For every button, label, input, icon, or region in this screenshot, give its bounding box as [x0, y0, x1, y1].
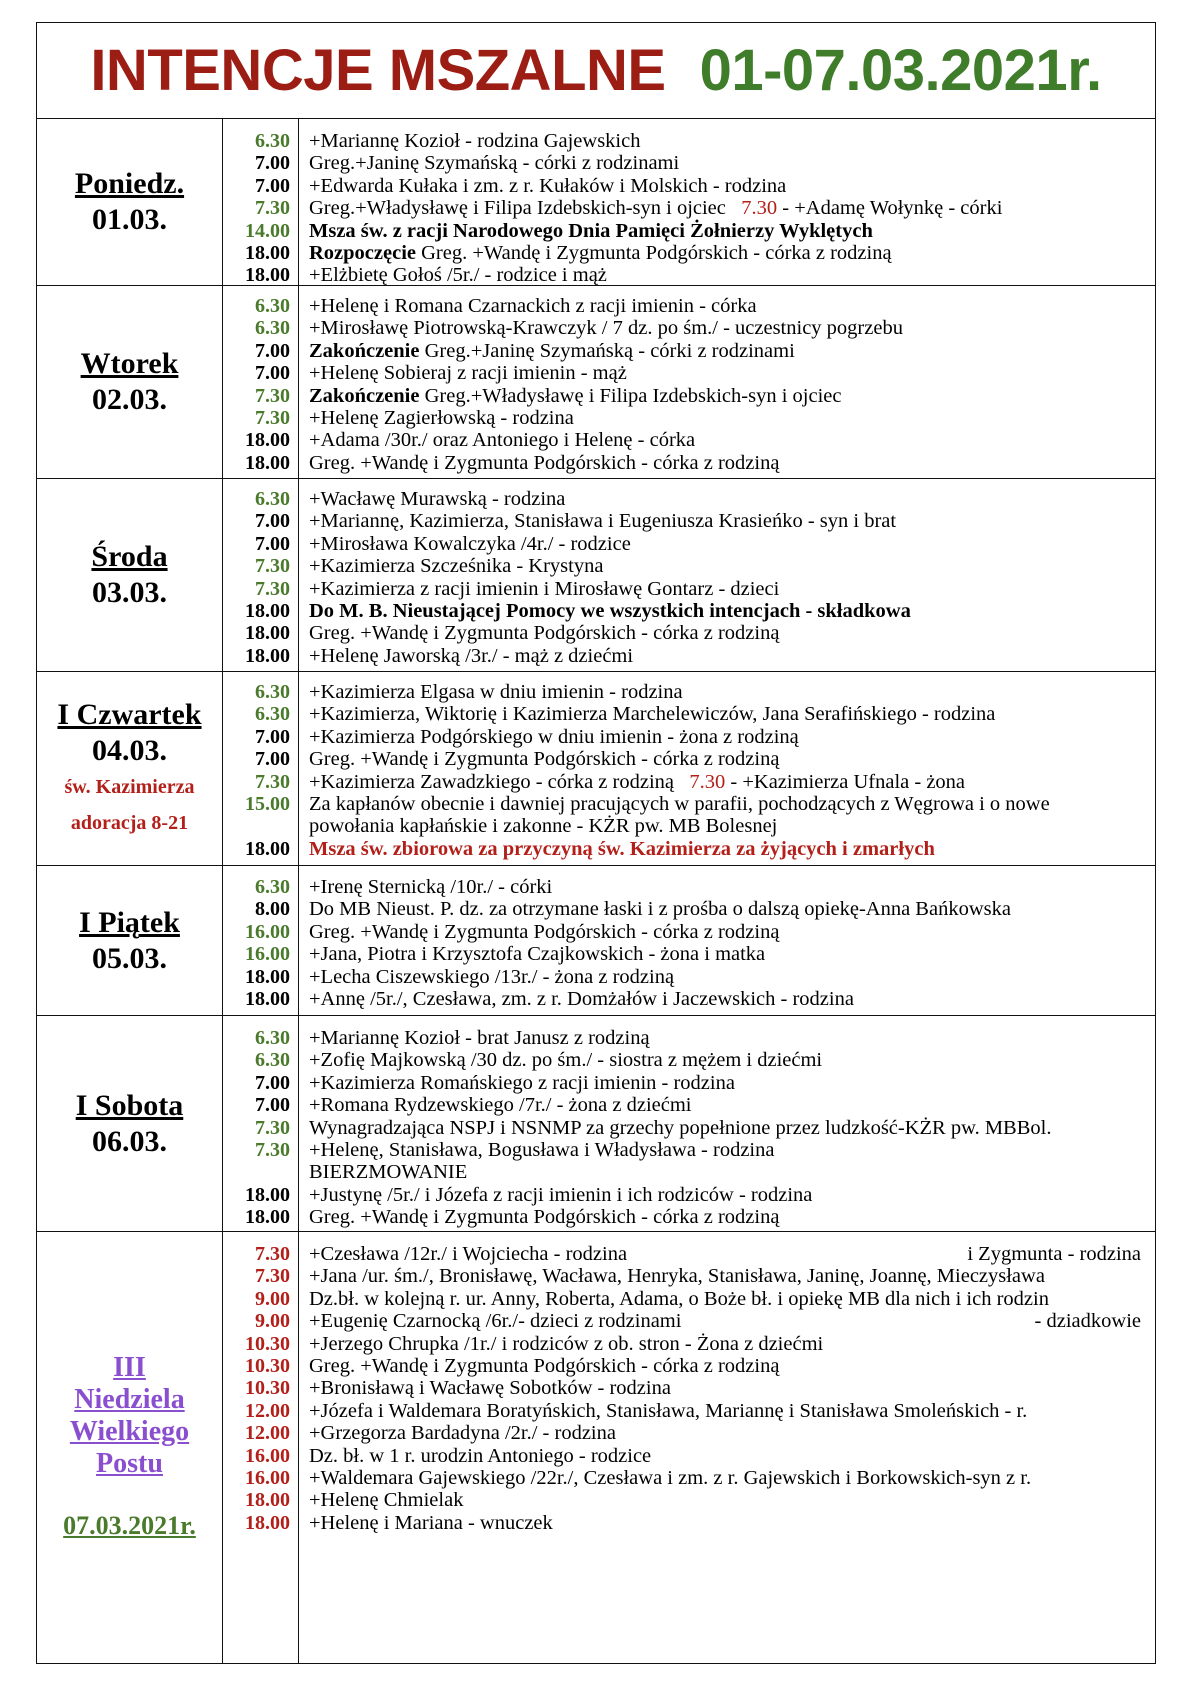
day-label: [37, 119, 223, 285]
intention-text: +Waldemara Gajewskiego /22r./, Czesława i zm. z r. Gajewskich i Borkowskich-syn z r.: [309, 1467, 1032, 1489]
intention-line: [309, 219, 1149, 243]
extra-intention-text: - +Kazimierza Ufnala - żona: [725, 770, 966, 793]
day-name: I Czwartek: [57, 697, 202, 731]
intention-text: Greg.+Władysławę i Filipa Izdebskich-syn i ojciec: [309, 197, 726, 220]
intention-line: [309, 577, 1149, 601]
intention-text: +Kazimierza Elgasa w dniu imienin - rodzina: [309, 681, 683, 703]
intention-line: [309, 875, 1149, 899]
intention-line: [309, 1488, 1149, 1512]
intention-text: Wynagradzająca NSPJ i NSNMP za grzechy popełnione przez ludzkość-KŻR pw. MBBol.: [309, 1116, 1052, 1139]
intention-text: BIERZMOWANIE: [309, 1161, 468, 1184]
intention-text: Do MB Nieust. P. dz. za otrzymane łaski i z prośba o dalszą opiekę-Anna Bańkowska: [309, 898, 1011, 921]
day-label: [37, 479, 223, 671]
intention-text: +Kazimierza Romańskiego z racji imienin - rodzina: [309, 1071, 735, 1094]
intention-text: Greg. +Wandę i Zygmunta Podgórskich - córka z rodziną: [309, 451, 780, 474]
intention-text: +Józefa i Waldemara Boratyńskich, Stanisława, Mariannę i Stanisława Smoleńskich - r.: [309, 1399, 1028, 1422]
mass-time: 18.00: [245, 622, 290, 645]
intention-line: [309, 361, 1149, 385]
mass-time: 18.00: [245, 988, 290, 1010]
mass-time: 18.00: [245, 644, 290, 667]
intention-text: Za kapłanów obecnie i dawniej pracujących w parafii, pochodzących z Węgrowa i o nowe: [309, 793, 1050, 815]
mass-time: 12.00: [245, 1422, 290, 1445]
intention-line: [309, 1093, 1149, 1117]
day-date: 02.03.: [92, 383, 167, 416]
intention-highlight: Msza św. zbiorowa za przyczyną św. Kazimierza za żyjących i zmarłych: [309, 837, 935, 860]
intentions-column: [299, 672, 1155, 865]
mass-time: 7.30: [255, 1116, 290, 1139]
intention-line: [309, 725, 1149, 749]
intention-line: [309, 1421, 1149, 1445]
mass-time: 6.30: [255, 703, 290, 726]
mass-time: 18.00: [245, 264, 290, 287]
intention-line: [309, 174, 1149, 198]
intention-line: [309, 509, 1149, 533]
mass-time: 12.00: [245, 1399, 290, 1422]
intention-text: +Wacławę Murawską - rodzina: [309, 488, 566, 510]
mass-time: 8.00: [255, 898, 290, 921]
intention-line: [309, 1205, 1149, 1229]
intention-text: +Helenę Zagierłowską - rodzina: [309, 407, 574, 429]
intention-line: [309, 814, 1149, 838]
intentions-column: [299, 1016, 1155, 1231]
intention-text: Dz. bł. w 1 r. urodzin Antoniego - rodzice: [309, 1444, 652, 1467]
intentions-column: [299, 286, 1155, 478]
spacer: [726, 197, 741, 219]
mass-time: 6.30: [255, 295, 290, 317]
day-name: Poniedz.: [74, 167, 185, 200]
day-name-line: III: [113, 1351, 146, 1383]
intention-text: +Helenę Jaworską /3r./ - mąż z dziećmi: [309, 644, 634, 667]
intention-text: Greg. +Wandę i Zygmunta Podgórskich - córka z rodziną: [309, 920, 780, 943]
intention-text: Greg.+Władysławę i Filipa Izdebskich-syn i ojciec: [419, 384, 842, 407]
day-date: 03.03.: [92, 576, 167, 609]
intention-text: Greg. +Wandę i Zygmunta Podgórskich - córka z rodziną: [416, 242, 892, 264]
times-column: [223, 119, 299, 285]
intention-line: [309, 294, 1149, 318]
mass-time: 9.00: [255, 1310, 290, 1333]
intention-text: +Mariannę Kozioł - brat Janusz z rodziną: [309, 1027, 650, 1049]
day-note-saint: św. Kazimierza: [64, 775, 195, 798]
intention-bold: Msza św. z racji Narodowego Dnia Pamięci Żołnierzy Wyklętych: [309, 219, 873, 242]
intention-line: [309, 1332, 1149, 1356]
times-column: [223, 479, 299, 671]
day-block: [37, 478, 1155, 671]
intention-text: +Elżbietę Gołoś /5r./ - rodzice i mąż: [309, 264, 607, 287]
intention-text: Greg. +Wandę i Zygmunta Podgórskich - córka z rodziną: [309, 1355, 780, 1377]
intention-line: [309, 965, 1149, 989]
mass-time: 7.30: [255, 1265, 290, 1288]
intentions-column: [299, 866, 1155, 1015]
mass-time: 18.00: [245, 451, 290, 474]
mass-time: 9.00: [255, 1287, 290, 1310]
intention-right-text: - dziadkowie: [1034, 1310, 1141, 1333]
mass-time: 7.30: [255, 197, 290, 220]
mass-time: 6.30: [255, 876, 290, 898]
day-block: [37, 285, 1155, 478]
intention-text: Greg. +Wandę i Zygmunta Podgórskich - córka z rodziną: [309, 1206, 780, 1229]
intention-line: [309, 1511, 1149, 1535]
day-name: I Sobota: [75, 1088, 184, 1122]
intention-text: Greg.+Janinę Szymańską - córki z rodzinami: [309, 152, 680, 175]
day-name: Wtorek: [80, 347, 179, 380]
intention-text: Greg.+Janinę Szymańską - córki z rodzinami: [419, 339, 795, 362]
day-block: [37, 671, 1155, 865]
intention-line: [309, 451, 1149, 475]
mass-time: 16.00: [245, 920, 290, 943]
day-name-line: Wielkiego: [69, 1415, 190, 1447]
intention-line: [309, 1354, 1149, 1378]
intention-text: +Helenę Chmielak: [309, 1489, 464, 1512]
intention-text: Greg. +Wandę i Zygmunta Podgórskich - córka z rodziną: [309, 622, 780, 645]
intention-line: [309, 1026, 1149, 1050]
intention-line: [309, 770, 1149, 794]
mass-time: 18.00: [245, 1183, 290, 1206]
intention-text: +Helenę, Stanisława, Bogusława i Władysława - rodzina: [309, 1139, 775, 1161]
mass-time: 14.00: [245, 219, 290, 242]
mass-time: 7.00: [255, 339, 290, 362]
intentions-column: [299, 1232, 1155, 1663]
mass-time: 18.00: [245, 600, 290, 622]
mass-time: 18.00: [245, 1206, 290, 1229]
intention-text: +Kazimierza Podgórskiego w dniu imienin - żona z rodziną: [309, 725, 799, 748]
intention-text: +Jana /ur. śm./, Bronisławę, Wacława, Henryka, Stanisława, Janinę, Joannę, Mieczysława: [309, 1265, 1045, 1288]
times-column: [223, 672, 299, 865]
title-main: INTENCJE MSZALNE: [90, 38, 666, 103]
spacer: [674, 771, 689, 793]
intention-text: +Edwarda Kułaka i zm. z r. Kułaków i Molskich - rodzina: [309, 174, 787, 197]
intention-line: [309, 1466, 1149, 1490]
mass-time: 7.30: [255, 577, 290, 600]
intention-line: [309, 1376, 1149, 1400]
day-note-adoration: adoracja 8-21: [70, 811, 189, 834]
intention-text: +Mariannę, Kazimierza, Stanisława i Eugeniusza Krasieńko - syn i brat: [309, 510, 897, 533]
intention-line: [309, 1071, 1149, 1095]
mass-time: 18.00: [245, 837, 290, 860]
intention-text: +Jana, Piotra i Krzysztofa Czajkowskich - żona i matka: [309, 943, 766, 966]
mass-time: 6.30: [255, 317, 290, 340]
intention-line: [309, 196, 1149, 220]
intention-line: [309, 1264, 1149, 1288]
mass-time: 7.00: [255, 748, 290, 771]
intention-line: [309, 384, 1149, 408]
intention-text: Dz.bł. w kolejną r. ur. Anny, Roberta, Adama, o Boże bł. i opiekę MB dla nich i ich rodzin: [309, 1287, 1049, 1310]
intention-bold: Zakończenie: [309, 339, 420, 362]
times-column: [223, 286, 299, 478]
intention-text: +Romana Rydzewskiego /7r./ - żona z dziećmi: [309, 1094, 692, 1117]
intentions-column: [299, 119, 1155, 285]
mass-time: 7.00: [255, 532, 290, 555]
mass-time: 7.00: [255, 1071, 290, 1094]
intention-line: [309, 792, 1149, 816]
intention-line: [309, 1116, 1149, 1140]
day-date: 07.03.2021r.: [63, 1510, 196, 1540]
intention-text: +Grzegorza Bardadyna /2r./ - rodzina: [309, 1422, 616, 1445]
extra-mass-time: 7.30: [689, 770, 726, 793]
intention-text: +Lecha Ciszewskiego /13r./ - żona z rodziną: [309, 965, 675, 988]
mass-time: 6.30: [255, 488, 290, 510]
times-column: [223, 1232, 299, 1663]
day-date: 01.03.: [92, 203, 167, 236]
day-name-line: Niedziela: [74, 1383, 185, 1415]
mass-time: 16.00: [245, 1444, 290, 1467]
day-name-line: Postu: [96, 1447, 163, 1479]
day-label: [37, 866, 223, 1015]
intention-text: +Mirosława Kowalczyka /4r./ - rodzice: [309, 532, 631, 555]
mass-time: 16.00: [245, 1467, 290, 1489]
intentions-sheet: [36, 22, 1156, 1664]
mass-time: 18.00: [245, 965, 290, 988]
intention-line: [309, 747, 1149, 771]
mass-time: 15.00: [245, 793, 290, 815]
intention-text: +Eugenię Czarnocką /6r./- dzieci z rodzinami: [309, 1310, 682, 1333]
mass-time: 7.00: [255, 362, 290, 385]
intention-text: +Annę /5r./, Czesława, zm. z r. Domżałów i Jaczewskich - rodzina: [309, 988, 854, 1010]
times-column: [223, 866, 299, 1015]
intention-line: [309, 644, 1149, 668]
mass-time: 7.00: [255, 510, 290, 533]
intention-text: +Mirosławę Piotrowską-Krawczyk / 7 dz. po śm./ - uczestnicy pogrzebu: [309, 317, 903, 340]
intention-line: [309, 599, 1149, 623]
intention-line: [309, 263, 1149, 287]
mass-time: 18.00: [245, 1489, 290, 1512]
mass-time: 6.30: [255, 130, 290, 152]
title-date-range: 01-07.03.2021r.: [699, 38, 1102, 103]
day-date: 04.03.: [92, 733, 167, 767]
mass-time: 6.30: [255, 1049, 290, 1072]
day-name: I Piątek: [79, 905, 180, 939]
intention-line: [309, 837, 1149, 861]
intention-line: [309, 1309, 1149, 1333]
intention-text: +Zofię Majkowską /30 dz. po śm./ - siostra z mężem i dziećmi: [309, 1049, 823, 1072]
day-block: [37, 865, 1155, 1015]
mass-time: 7.30: [255, 407, 290, 429]
intention-text: +Kazimierza, Wiktorię i Kazimierza Marchelewiczów, Jana Serafińskiego - rodzina: [309, 703, 996, 726]
mass-time: 7.30: [255, 1243, 290, 1265]
intention-text: +Kazimierza Zawadzkiego - córka z rodziną: [309, 770, 674, 793]
intention-line: [309, 1183, 1149, 1207]
intention-line: [309, 621, 1149, 645]
day-label: [37, 1016, 223, 1231]
intention-line: [309, 1160, 1149, 1184]
title-bar: [37, 23, 1155, 119]
mass-time: 6.30: [255, 681, 290, 703]
mass-time: 6.30: [255, 1027, 290, 1049]
day-block: [37, 1231, 1155, 1663]
intention-text: powołania kapłańskie i zakonne - KŻR pw. MB Bolesnej: [309, 815, 778, 838]
mass-time: 7.30: [255, 555, 290, 578]
intention-text: +Jerzego Chrupka /1r./ i rodziców z ob. stron - Żona z dziećmi: [309, 1332, 824, 1355]
mass-time: 18.00: [245, 1511, 290, 1534]
intention-line: [309, 987, 1149, 1011]
intention-text: +Justynę /5r./ i Józefa z racji imienin i ich rodziców - rodzina: [309, 1183, 813, 1206]
intention-text: +Bronisławą i Wacławę Sobotków - rodzina: [309, 1377, 671, 1400]
intention-line: [309, 129, 1149, 153]
day-label: [37, 672, 223, 865]
intention-line: [309, 897, 1149, 921]
day-block: [37, 119, 1155, 285]
intention-line: [309, 428, 1149, 452]
day-block: [37, 1015, 1155, 1231]
intention-text: +Kazimierza z racji imienin i Mirosławę Gontarz - dzieci: [309, 577, 780, 600]
intention-line: [309, 406, 1149, 430]
extra-intention-text: - +Adamę Wołynkę - córki: [777, 197, 1003, 220]
intention-bold: Zakończenie: [309, 384, 420, 407]
intention-line: [309, 1399, 1149, 1423]
intention-line: [309, 920, 1149, 944]
intention-text: +Mariannę Kozioł - rodzina Gajewskich: [309, 130, 641, 152]
intention-line: [309, 532, 1149, 556]
mass-time: 7.00: [255, 174, 290, 197]
intention-text: Greg. +Wandę i Zygmunta Podgórskich - córka z rodziną: [309, 748, 780, 771]
intention-line: [309, 1048, 1149, 1072]
intention-line: [309, 554, 1149, 578]
intention-bold: Do M. B. Nieustającej Pomocy we wszystkich intencjach - składkowa: [309, 600, 911, 622]
intention-text: +Adama /30r./ oraz Antoniego i Helenę - córka: [309, 429, 696, 452]
times-column: [223, 1016, 299, 1231]
intention-bold: Rozpoczęcie: [309, 242, 416, 264]
intention-line: [309, 241, 1149, 265]
intention-line: [309, 487, 1149, 511]
mass-time: 7.00: [255, 1094, 290, 1117]
intention-line: [309, 942, 1149, 966]
mass-time: 7.00: [255, 152, 290, 175]
intention-text: +Irenę Sternicką /10r./ - córki: [309, 876, 553, 898]
extra-mass-time: 7.30: [741, 197, 778, 220]
day-date: 05.03.: [92, 941, 167, 975]
intention-text: +Czesława /12r./ i Wojciecha - rodzina: [309, 1243, 628, 1265]
mass-time: 7.30: [255, 770, 290, 793]
mass-time: 7.30: [255, 1139, 290, 1161]
day-label: [37, 1232, 223, 1663]
intention-text: +Helenę i Romana Czarnackich z racji imienin - córka: [309, 295, 757, 317]
day-date: 06.03.: [92, 1124, 167, 1158]
mass-time: 16.00: [245, 943, 290, 966]
mass-time: 7.00: [255, 725, 290, 748]
intention-text: +Helenę i Mariana - wnuczek: [309, 1511, 553, 1534]
mass-time: 10.30: [245, 1377, 290, 1400]
intention-line: [309, 702, 1149, 726]
day-label: [37, 286, 223, 478]
mass-time: 18.00: [245, 429, 290, 452]
day-name: Środa: [91, 540, 168, 573]
mass-time: 10.30: [245, 1332, 290, 1355]
intention-line: [309, 151, 1149, 175]
intention-line: [309, 1287, 1149, 1311]
mass-time: 18.00: [245, 242, 290, 264]
mass-time: 7.30: [255, 384, 290, 407]
intention-right-text: i Zygmunta - rodzina: [967, 1243, 1141, 1265]
mass-time: 10.30: [245, 1355, 290, 1377]
intention-line: [309, 316, 1149, 340]
intention-text: +Helenę Sobieraj z racji imienin - mąż: [309, 362, 627, 385]
intention-text: +Kazimierza Szcześnika - Krystyna: [309, 555, 604, 578]
intention-line: [309, 1138, 1149, 1162]
intention-line: [309, 1444, 1149, 1468]
intentions-column: [299, 479, 1155, 671]
intention-line: [309, 680, 1149, 704]
intention-line: [309, 339, 1149, 363]
